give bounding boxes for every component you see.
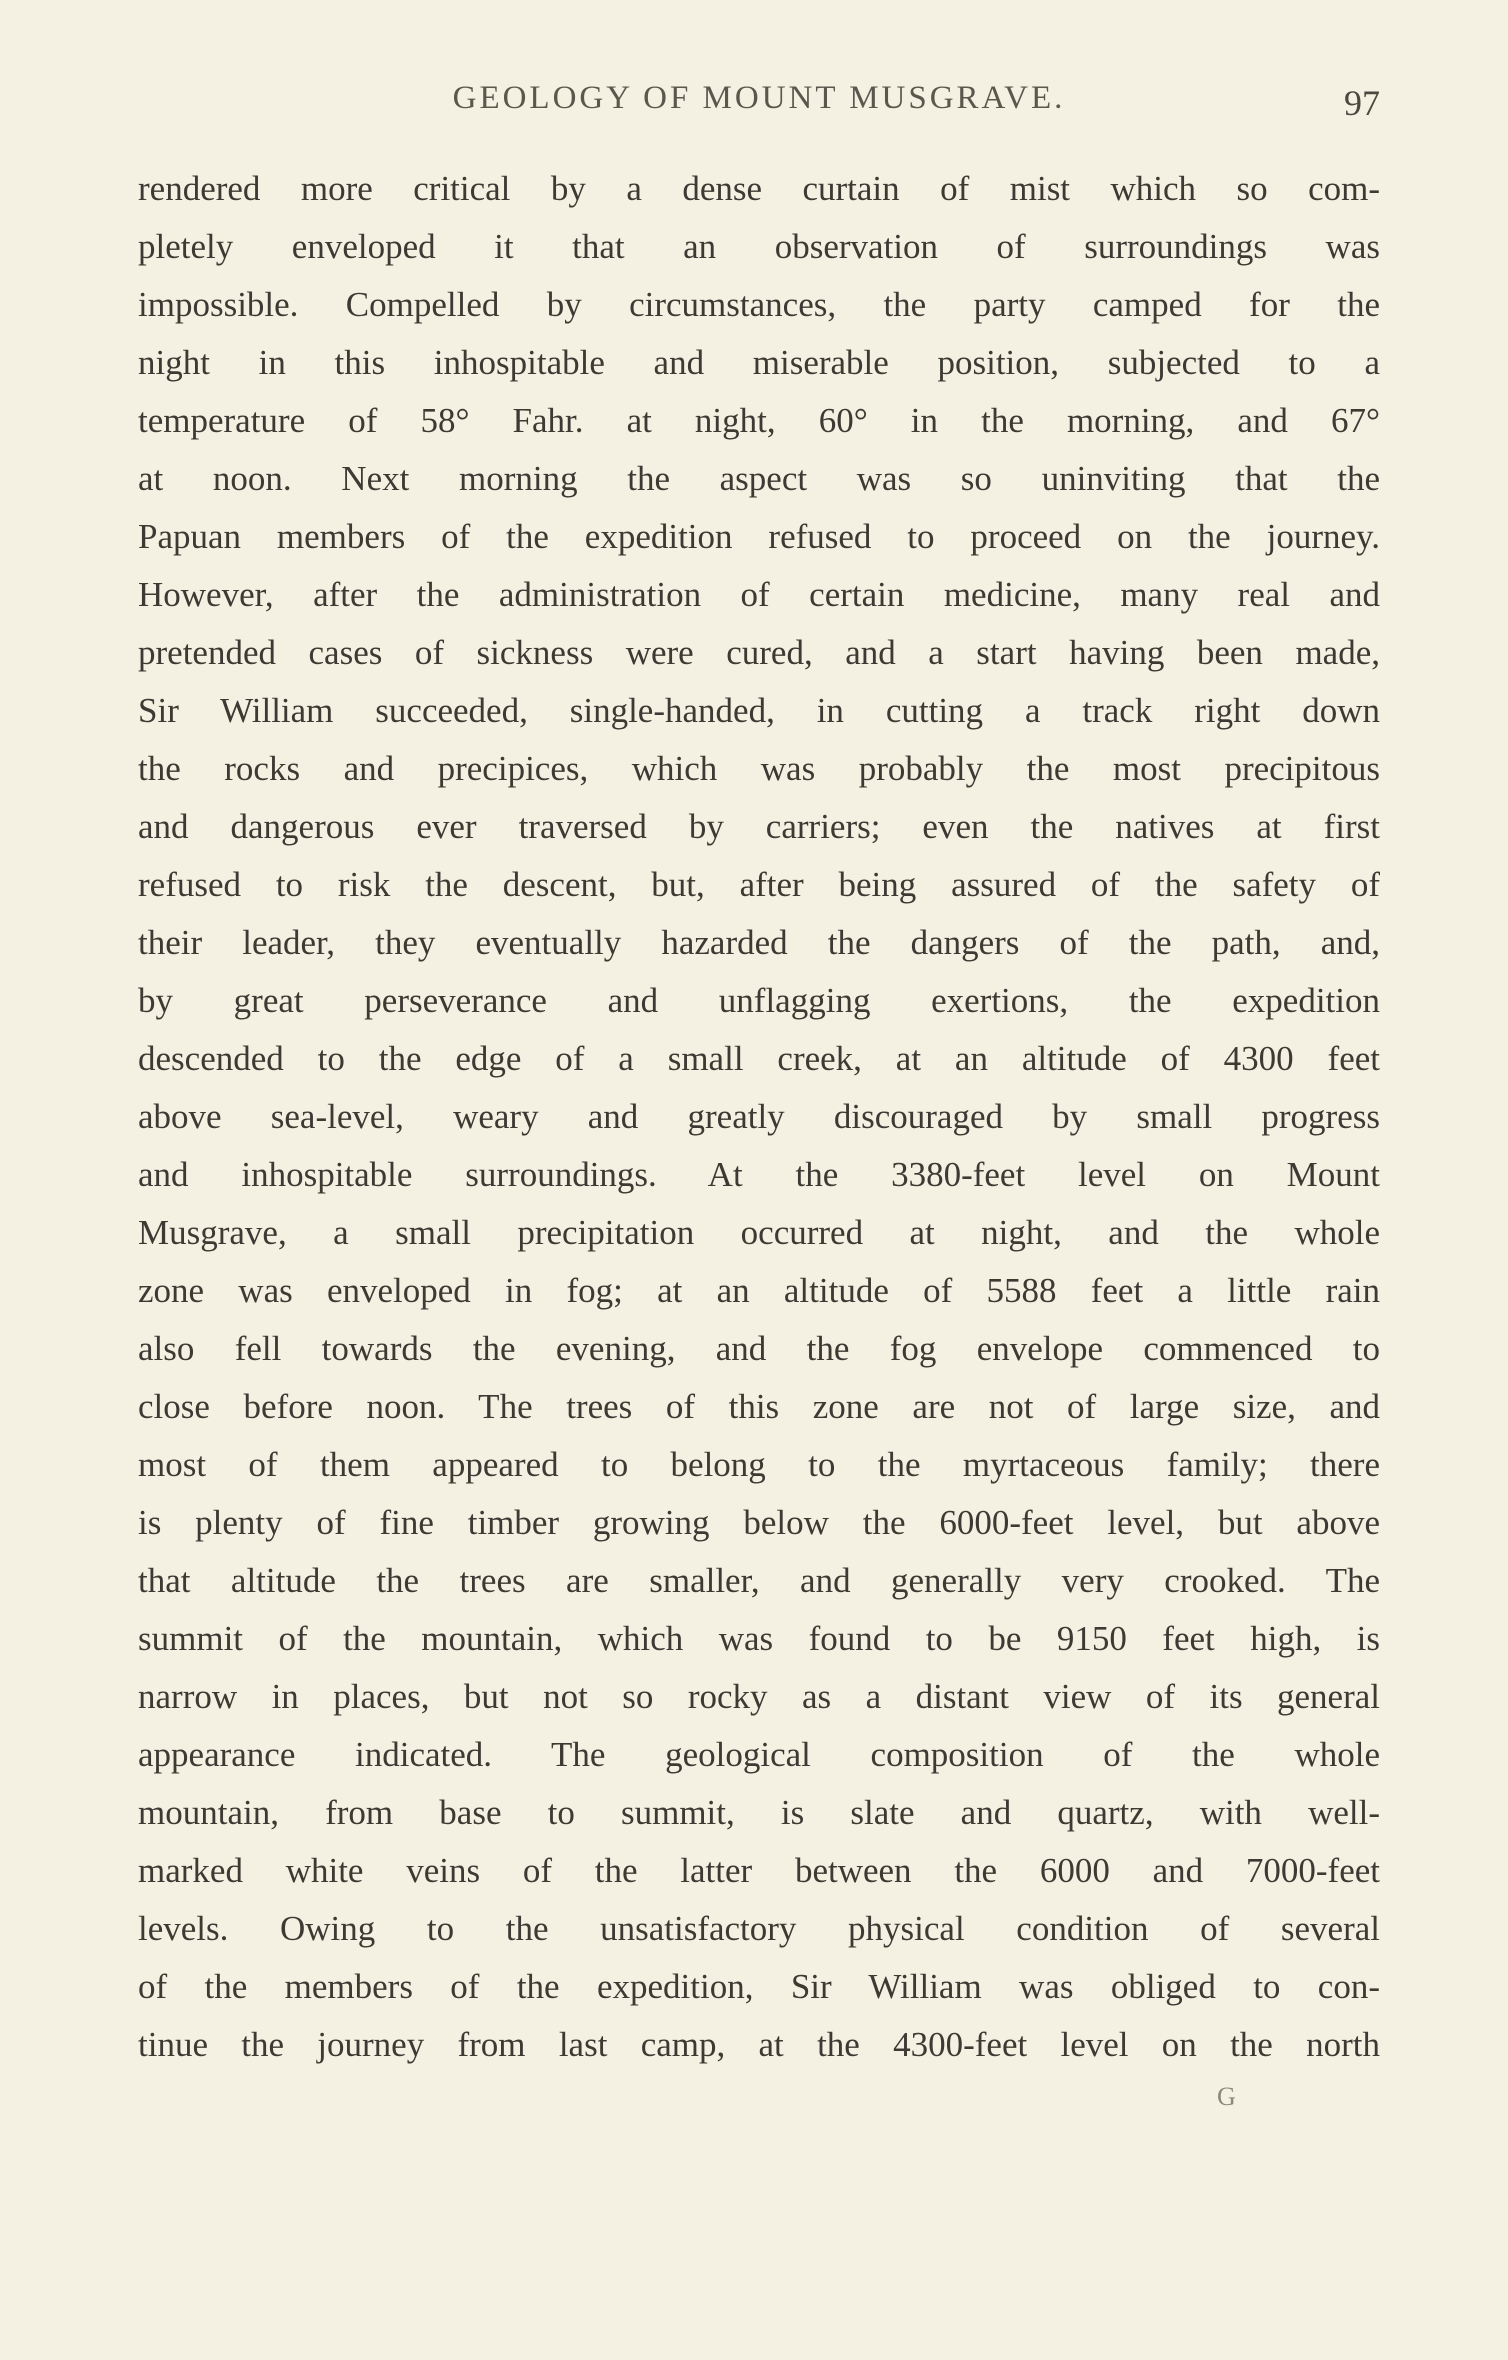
text-line: pretended cases of sickness were cured, and a start having been made, bbox=[138, 633, 1380, 672]
text-line: at noon. Next morning the aspect was so uninviting that the bbox=[138, 459, 1380, 498]
text-line: zone was enveloped in fog; at an altitude of 5588 feet a little rain bbox=[138, 1271, 1380, 1310]
text-line: summit of the mountain, which was found to be 9150 feet high, is bbox=[138, 1619, 1380, 1658]
text-line: marked white veins of the latter between the 6000 and 7000-feet bbox=[138, 1851, 1380, 1890]
text-line: night in this inhospitable and miserable position, subjected to a bbox=[138, 343, 1380, 382]
text-line: the rocks and precipices, which was probably the most precipitous bbox=[138, 749, 1380, 788]
text-line: and dangerous ever traversed by carriers; even the natives at first bbox=[138, 807, 1380, 846]
text-line: Papuan members of the expedition refused to proceed on the journey. bbox=[138, 517, 1380, 556]
text-line: levels. Owing to the unsatisfactory physical condition of several bbox=[138, 1909, 1380, 1948]
text-line: However, after the administration of certain medicine, many real and bbox=[138, 575, 1380, 614]
text-line: above sea-level, weary and greatly discouraged by small progress bbox=[138, 1097, 1380, 1136]
text-line: appearance indicated. The geological composition of the whole bbox=[138, 1735, 1380, 1774]
running-head bbox=[138, 80, 1380, 130]
text-line: pletely enveloped it that an observation of surroundings was bbox=[138, 227, 1380, 266]
running-title: GEOLOGY OF MOUNT MUSGRAVE. bbox=[452, 80, 1066, 116]
text-line: Sir William succeeded, single-handed, in cutting a track right down bbox=[138, 691, 1380, 730]
body-text bbox=[138, 160, 1380, 2074]
text-line: by great perseverance and unflagging exertions, the expedition bbox=[138, 981, 1380, 1020]
page-number: 97 bbox=[1344, 83, 1380, 123]
text-line: impossible. Compelled by circumstances, the party camped for the bbox=[138, 285, 1380, 324]
text-line: tinue the journey from last camp, at the 4300-feet level on the north bbox=[138, 2025, 1380, 2064]
text-line: and inhospitable surroundings. At the 3380-feet level on Mount bbox=[138, 1155, 1380, 1194]
text-line: rendered more critical by a dense curtain of mist which so com- bbox=[138, 169, 1380, 208]
text-line: refused to risk the descent, but, after being assured of the safety of bbox=[138, 865, 1380, 904]
text-line: temperature of 58° Fahr. at night, 60° in the morning, and 67° bbox=[138, 401, 1380, 440]
text-line: most of them appeared to belong to the myrtaceous family; there bbox=[138, 1445, 1380, 1484]
text-line: narrow in places, but not so rocky as a distant view of its general bbox=[138, 1677, 1380, 1716]
signature-mark: G bbox=[1217, 2082, 1236, 2111]
text-line: mountain, from base to summit, is slate and quartz, with well- bbox=[138, 1793, 1380, 1832]
text-line: also fell towards the evening, and the fog envelope commenced to bbox=[138, 1329, 1380, 1368]
text-line: of the members of the expedition, Sir William was obliged to con- bbox=[138, 1967, 1380, 2006]
text-line: descended to the edge of a small creek, at an altitude of 4300 feet bbox=[138, 1039, 1380, 1078]
text-line: is plenty of fine timber growing below the 6000-feet level, but above bbox=[138, 1503, 1380, 1542]
text-line: close before noon. The trees of this zone are not of large size, and bbox=[138, 1387, 1380, 1426]
text-line: Musgrave, a small precipitation occurred at night, and the whole bbox=[138, 1213, 1380, 1252]
text-line: that altitude the trees are smaller, and generally very crooked. The bbox=[138, 1561, 1380, 1600]
text-line: their leader, they eventually hazarded the dangers of the path, and, bbox=[138, 923, 1380, 962]
